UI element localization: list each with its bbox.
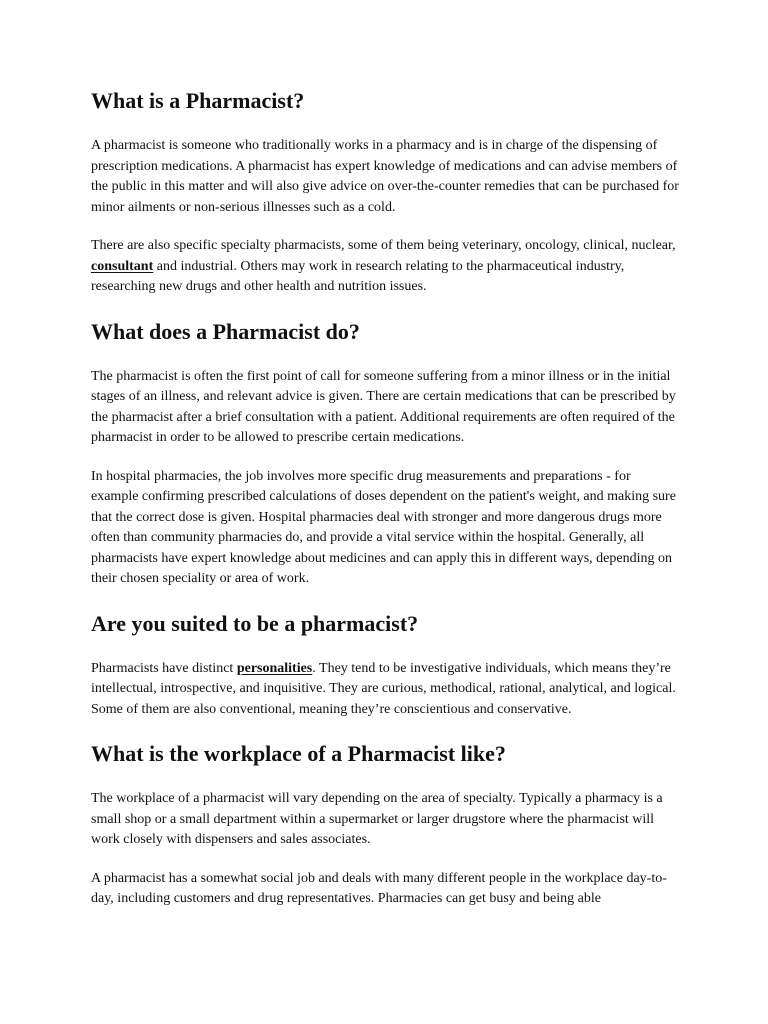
- paragraph: The workplace of a pharmacist will vary depending on the area of specialty. Typically a pharmacy is a small shop or a small department within a supermarket or larger drugstore where the pharmacist will work closely with dispensers and sales associates.: [91, 791, 663, 847]
- paragraph-text: Pharmacists have distinct: [91, 660, 237, 676]
- paragraph: A pharmacist is someone who traditionally works in a pharmacy and is in charge of the dispensing of prescription medications. A pharmacist has expert knowledge of medications and can advise members of the public in this matter and will also give advice on over-the-counter remedies that can be purchased for minor ailments or non-serious illnesses such as a cold.: [91, 138, 679, 215]
- paragraph: A pharmacist has a somewhat social job and deals with many different people in the workplace day-to-day, including customers and drug representatives. Pharmacies can get busy and being able: [91, 870, 667, 906]
- paragraph-text: There are also specific specialty pharmacists, some of them being veterinary, oncology, clinical, nuclear,: [91, 238, 676, 253]
- consultant-link[interactable]: consultant: [91, 258, 154, 274]
- section-heading-suited: Are you suited to be a pharmacist?: [91, 610, 419, 636]
- section-heading-what-does: What does a Pharmacist do?: [91, 318, 360, 344]
- section-heading-workplace: What is the workplace of a Pharmacist like?: [91, 741, 506, 766]
- paragraph-text: and industrial. Others may work in research relating to the pharmaceutical industry, researching new drugs and other health and nutrition issues.: [91, 258, 625, 294]
- document-page: [91, 86, 681, 910]
- personalities-link[interactable]: personalities: [236, 660, 313, 676]
- paragraph: [91, 236, 681, 298]
- paragraph: The pharmacist is often the first point of call for someone suffering from a minor illness or in the initial stages of an illness, and relevant advice is given. There are certain medications that can be prescribed by the pharmacist after a brief consultation with a patient. Additional requirements are often required of the pharmacist in order to be allowed to prescribe certain medications.: [91, 368, 676, 445]
- paragraph-text: . They tend to be investigative individuals, which means they’re intellectual, introspective, and inquisitive. They are curious, methodical, rational, analytical, and logical. Some of them are also conventional, meaning they’re conscientious and conservative.: [91, 660, 676, 717]
- section-heading-what-is: What is a Pharmacist?: [91, 88, 305, 113]
- paragraph: In hospital pharmacies, the job involves more specific drug measurements and preparations - for example confirming prescribed calculations of doses dependent on the patient's weight, and making sure that the correct dose is given. Hospital pharmacies deal with stronger and more dangerous drugs more often than community pharmacies do, and provide a vital service within the hospital. Generally, all pharmacists have expert knowledge about medicines and can apply this in different ways, depending on their chosen speciality or area of work.: [91, 468, 676, 586]
- paragraph: [91, 659, 681, 721]
